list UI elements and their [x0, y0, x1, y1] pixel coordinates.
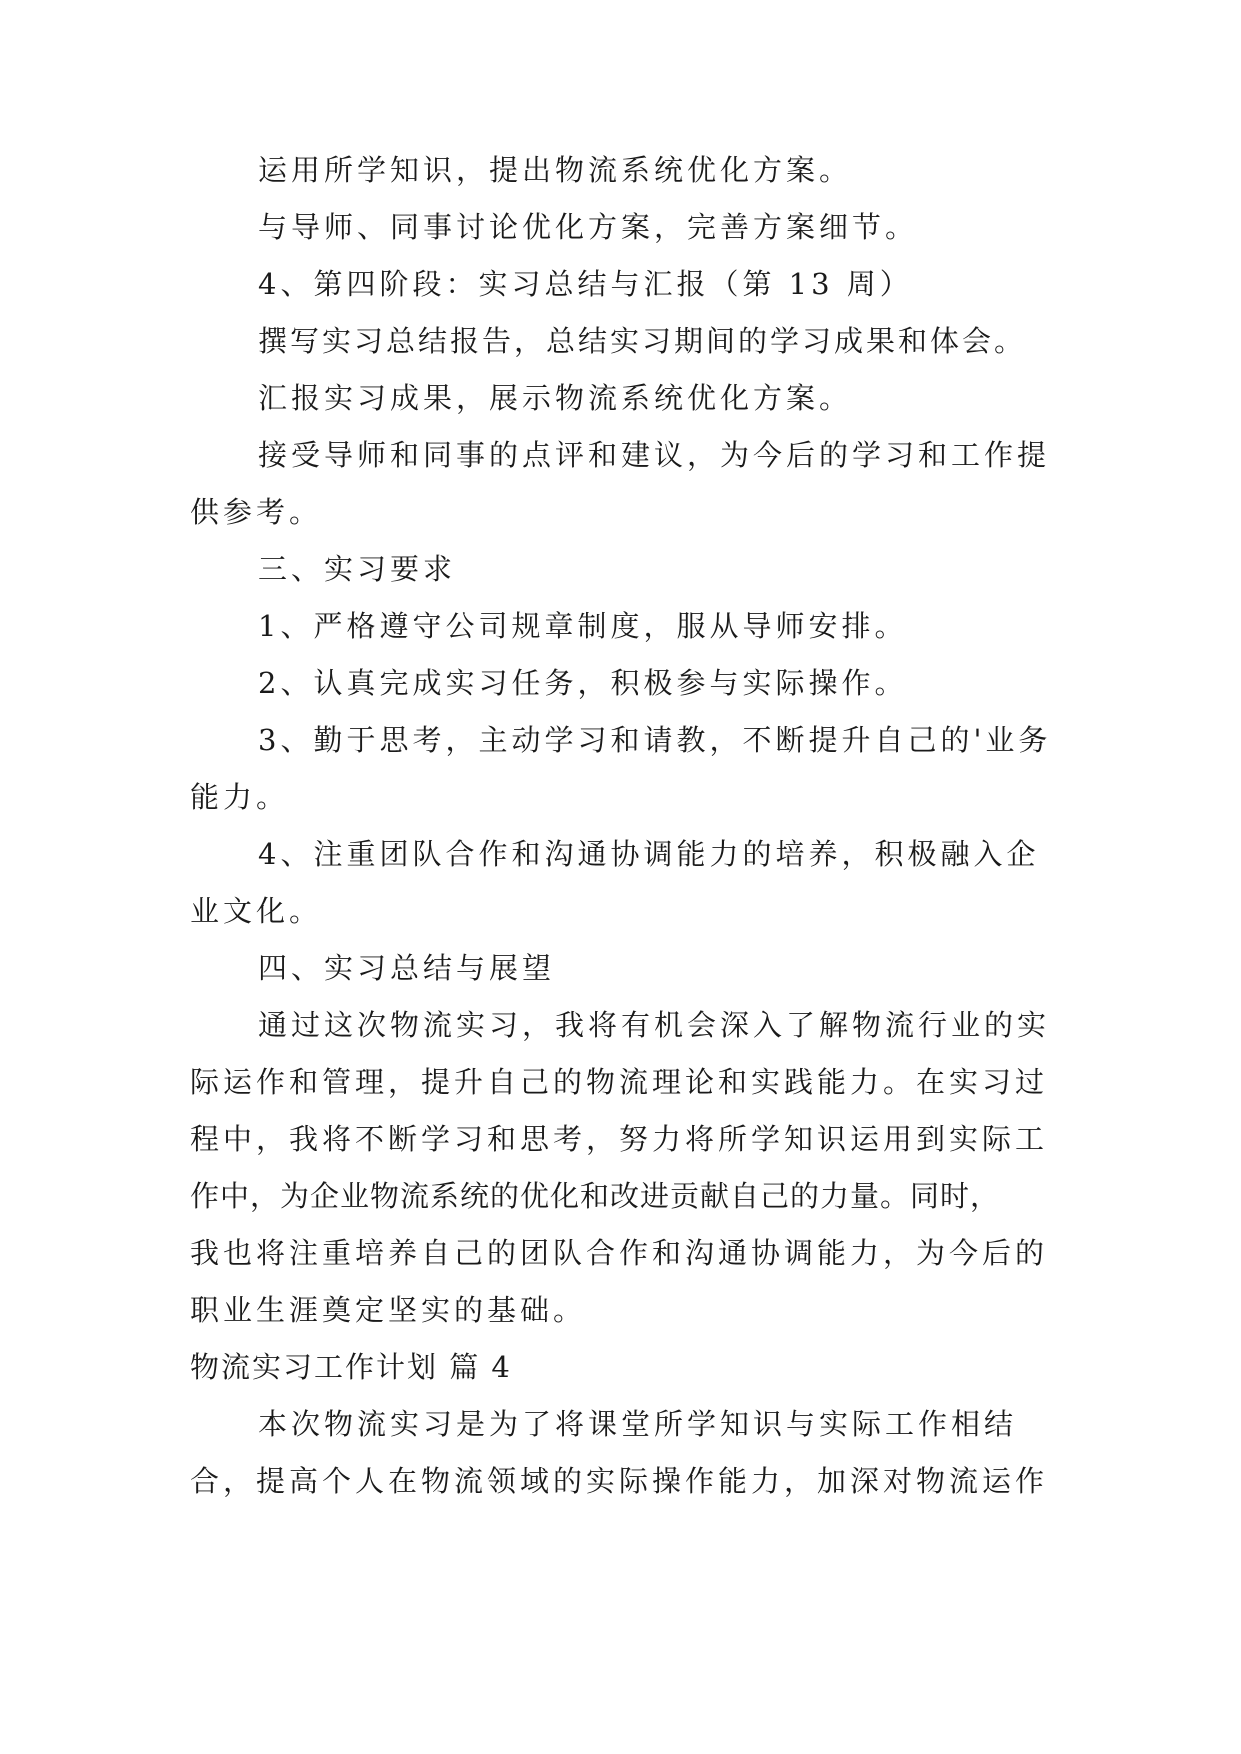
text-line: 接受导师和同事的点评和建议，为今后的学习和工作提 [258, 438, 1051, 472]
section-heading: 4、第四阶段：实习总结与汇报（第 13 周） [258, 267, 913, 301]
text-line: 与导师、同事讨论优化方案，完善方案细节。 [258, 210, 919, 244]
text-line: 合，提高个人在物流领域的实际操作能力，加深对物流运作 [190, 1464, 1049, 1498]
text-line: 程中，我将不断学习和思考，努力将所学知识运用到实际工 [190, 1122, 1049, 1156]
chapter-title: 物流实习工作计划 篇 4 [190, 1350, 512, 1384]
text-line: 际运作和管理，提升自己的物流理论和实践能力。在实习过 [190, 1065, 1049, 1099]
text-line: 汇报实习成果，展示物流系统优化方案。 [258, 381, 853, 415]
text-line: 业文化。 [190, 894, 323, 928]
text-line: 我也将注重培养自己的团队合作和沟通协调能力，为今后的 [190, 1236, 1049, 1270]
section-heading: 三、实习要求 [258, 552, 457, 586]
text-line: 运用所学知识，提出物流系统优化方案。 [258, 153, 853, 187]
text-line: 职业生涯奠定坚实的基础。 [190, 1293, 587, 1327]
list-item: 2、认真完成实习任务，积极参与实际操作。 [258, 666, 908, 700]
list-item: 4、注重团队合作和沟通协调能力的培养，积极融入企 [258, 837, 1040, 871]
text-line: 通过这次物流实习，我将有机会深入了解物流行业的实 [258, 1008, 1051, 1042]
text-line: 作中，为企业物流系统的优化和改进贡献自己的力量。同时， [190, 1179, 1001, 1213]
text-line: 本次物流实习是为了将课堂所学知识与实际工作相结 [258, 1407, 1018, 1441]
text-line: 能力。 [190, 780, 290, 814]
list-item: 1、严格遵守公司规章制度，服从导师安排。 [258, 609, 908, 643]
text-line: 撰写实习总结报告，总结实习期间的学习成果和体会。 [258, 324, 1027, 358]
section-heading: 四、实习总结与展望 [258, 951, 556, 985]
text-line: 供参考。 [190, 495, 323, 529]
list-item: 3、勤于思考，主动学习和请教，不断提升自己的'业务 [258, 723, 1052, 757]
